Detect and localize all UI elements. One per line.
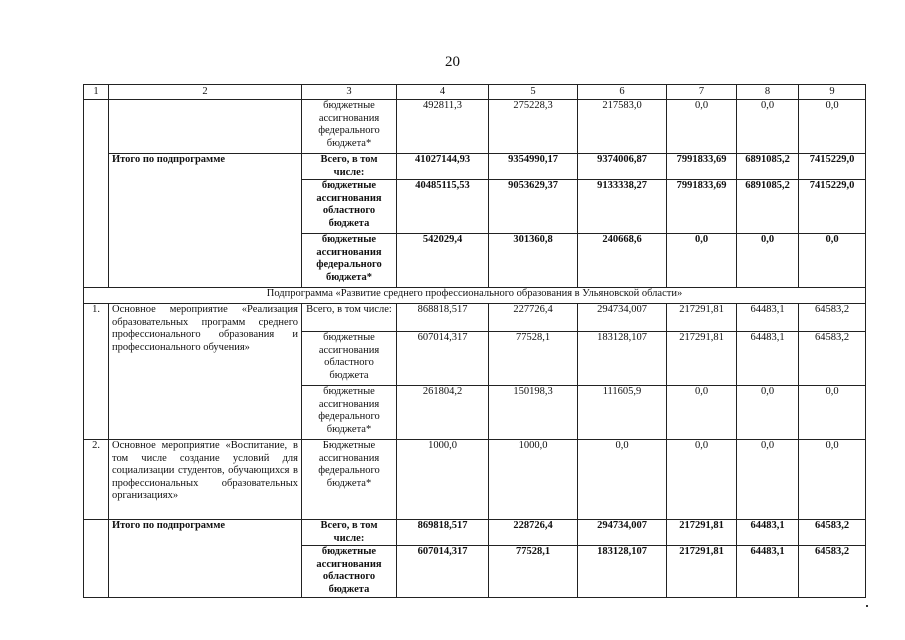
value-cell: 0,0: [799, 386, 866, 440]
value-cell: 607014,317: [397, 332, 489, 386]
header-cell: 9: [799, 85, 866, 100]
row-number-cell: [84, 100, 109, 288]
table-row: [84, 520, 866, 546]
value-cell: 0,0: [667, 386, 737, 440]
value-cell: 9053629,37: [489, 180, 578, 234]
value-cell: 64483,1: [737, 304, 799, 332]
value-cell: 0,0: [667, 234, 737, 288]
value-cell: 64483,1: [737, 546, 799, 598]
total-label-cell: Итого по подпрограмме: [109, 154, 302, 288]
value-cell: 294734,007: [578, 520, 667, 546]
value-cell: 0,0: [737, 234, 799, 288]
value-cell: 7415229,0: [799, 180, 866, 234]
header-cell: 1: [84, 85, 109, 100]
value-cell: 1000,0: [397, 440, 489, 520]
value-cell: 227726,4: [489, 304, 578, 332]
header-cell: 4: [397, 85, 489, 100]
value-cell: 64583,2: [799, 304, 866, 332]
value-cell: 0,0: [799, 100, 866, 154]
activity-cell: Основное мероприятие «Реализация образовательных программ среднего профессионального образования и профессионального обучения»: [109, 304, 302, 440]
value-cell: 1000,0: [489, 440, 578, 520]
value-cell: 0,0: [799, 440, 866, 520]
value-cell: 6891085,2: [737, 180, 799, 234]
funding-source-cell: бюджетные ассигнования федерального бюджета*: [302, 100, 397, 154]
total-label-cell: Итого по подпрограмме: [109, 520, 302, 598]
value-cell: 0,0: [799, 234, 866, 288]
value-cell: 183128,107: [578, 546, 667, 598]
subprogram-title: Подпрограмма «Развитие среднего профессионального образования в Ульяновской области»: [84, 288, 866, 304]
value-cell: 0,0: [737, 100, 799, 154]
value-cell: 217291,81: [667, 304, 737, 332]
value-cell: 111605,9: [578, 386, 667, 440]
value-cell: 0,0: [737, 386, 799, 440]
funding-source-cell: Бюджетные ассигнования федерального бюджета*: [302, 440, 397, 520]
header-cell: 6: [578, 85, 667, 100]
value-cell: 261804,2: [397, 386, 489, 440]
funding-source-cell: бюджетные ассигнования областного бюджета: [302, 180, 397, 234]
value-cell: 40485115,53: [397, 180, 489, 234]
value-cell: 275228,3: [489, 100, 578, 154]
funding-source-cell: бюджетные ассигнования областного бюджета: [302, 546, 397, 598]
value-cell: 542029,4: [397, 234, 489, 288]
value-cell: 150198,3: [489, 386, 578, 440]
value-cell: 7991833,69: [667, 180, 737, 234]
value-cell: 217291,81: [667, 332, 737, 386]
value-cell: 217583,0: [578, 100, 667, 154]
funding-source-cell: бюджетные ассигнования федерального бюджета*: [302, 234, 397, 288]
funding-source-cell: Всего, в том числе:: [302, 154, 397, 180]
value-cell: 301360,8: [489, 234, 578, 288]
value-cell: 6891085,2: [737, 154, 799, 180]
value-cell: 77528,1: [489, 332, 578, 386]
activity-cell: [109, 100, 302, 154]
header-cell: 8: [737, 85, 799, 100]
page-number: 20: [445, 54, 460, 70]
value-cell: 607014,317: [397, 546, 489, 598]
row-number-cell: 2.: [84, 440, 109, 520]
funding-source-cell: Всего, в том числе:: [302, 304, 397, 332]
value-cell: 869818,517: [397, 520, 489, 546]
value-cell: 294734,007: [578, 304, 667, 332]
row-number-cell: 1.: [84, 304, 109, 440]
header-cell: 5: [489, 85, 578, 100]
value-cell: 77528,1: [489, 546, 578, 598]
value-cell: 240668,6: [578, 234, 667, 288]
value-cell: 64583,2: [799, 520, 866, 546]
value-cell: 64583,2: [799, 332, 866, 386]
value-cell: 64583,2: [799, 546, 866, 598]
value-cell: 217291,81: [667, 546, 737, 598]
value-cell: 0,0: [667, 440, 737, 520]
value-cell: 7415229,0: [799, 154, 866, 180]
value-cell: 64483,1: [737, 332, 799, 386]
header-cell: 3: [302, 85, 397, 100]
value-cell: 183128,107: [578, 332, 667, 386]
value-cell: 0,0: [737, 440, 799, 520]
scan-speck: [866, 605, 868, 607]
value-cell: 217291,81: [667, 520, 737, 546]
funding-source-cell: Всего, в том числе:: [302, 520, 397, 546]
value-cell: 7991833,69: [667, 154, 737, 180]
value-cell: 492811,3: [397, 100, 489, 154]
table-row: [84, 440, 866, 520]
subprogram-title-row: [84, 288, 866, 304]
value-cell: 0,0: [667, 100, 737, 154]
row-number-cell: [84, 520, 109, 598]
table-row: [84, 100, 866, 154]
value-cell: 41027144,93: [397, 154, 489, 180]
value-cell: 9354990,17: [489, 154, 578, 180]
value-cell: 868818,517: [397, 304, 489, 332]
budget-table: [83, 84, 866, 598]
value-cell: 9133338,27: [578, 180, 667, 234]
table-row: [84, 304, 866, 332]
header-cell: 7: [667, 85, 737, 100]
value-cell: 9374006,87: [578, 154, 667, 180]
table-row: [84, 154, 866, 180]
column-number-row: [84, 85, 866, 100]
header-cell: 2: [109, 85, 302, 100]
activity-cell: Основное мероприятие «Воспитание, в том числе создание условий для социализации студентов, обучающихся в профессиональных образовательных организациях»: [109, 440, 302, 520]
value-cell: 0,0: [578, 440, 667, 520]
value-cell: 64483,1: [737, 520, 799, 546]
funding-source-cell: бюджетные ассигнования федерального бюджета*: [302, 386, 397, 440]
value-cell: 228726,4: [489, 520, 578, 546]
funding-source-cell: бюджетные ассигнования областного бюджета: [302, 332, 397, 386]
